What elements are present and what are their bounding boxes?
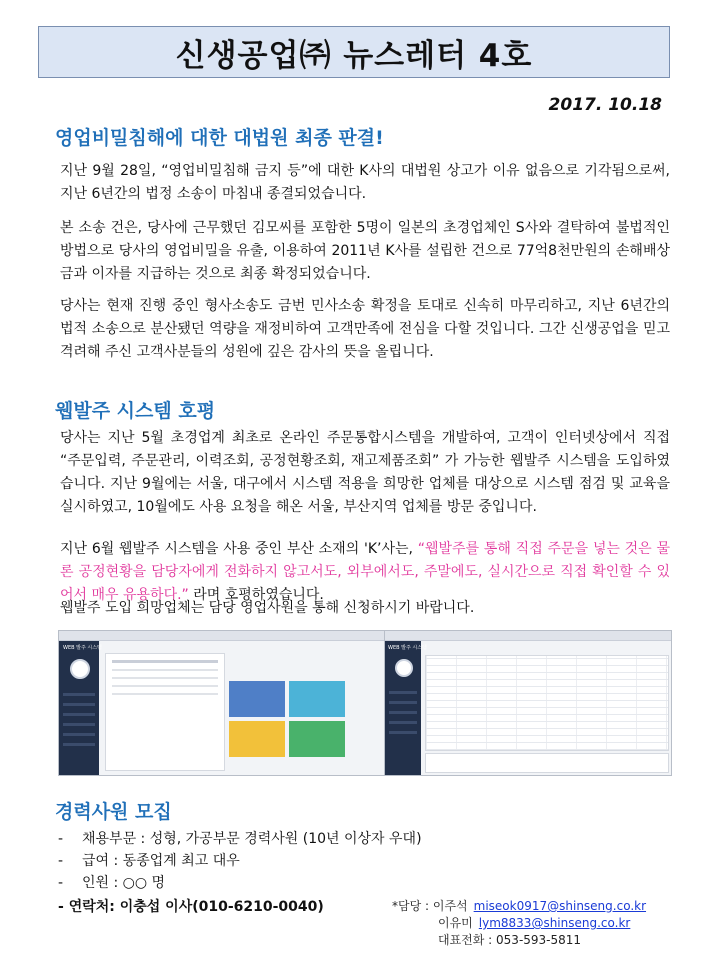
newsletter-title-box xyxy=(38,26,670,78)
section1-paragraph-2: 본 소송 건은, 당사에 근무했던 김모씨를 포함한 5명이 일본의 초경업체인 S사와 결탁하여 불법적인 방법으로 당사의 영업비밀을 유출, 이용하여 2011년 K사를 설립한 건으로 77억8천만원의 손해배상금과 이자를 지급하는 것으로 최종 확정되었습니다. xyxy=(60,220,670,282)
section2-paragraph-3: 웹발주 도입 희망업체는 담당 영업사원을 통해 신청하시기 바랍니다. xyxy=(60,600,475,616)
menu-tile-stock xyxy=(289,721,345,757)
contact-name-2: 이유미 xyxy=(438,916,473,930)
list-item: - 인원 : ○○ 명 xyxy=(58,872,422,894)
screenshot-notice-panel xyxy=(105,653,225,771)
screenshot-order-table xyxy=(425,655,669,751)
screenshot-app-title: WEB 발주 시스템 xyxy=(63,645,102,651)
list-item: - 채용부문 : 성형, 가공부문 경력사원 (10년 이상자 우대) xyxy=(58,828,422,850)
list-item: - 급여 : 동종업계 최고 대우 xyxy=(58,850,422,872)
contact-label: *담당 : 이주석 xyxy=(392,899,468,913)
section3-heading: 경력사원 모집 xyxy=(55,801,172,823)
main-phone: 대표전화 : 053-593-5811 xyxy=(438,933,582,947)
recruit-contact: - 연락처: 이충섭 이사(010-6210-0040) xyxy=(58,896,324,916)
section1-paragraph-1: 지난 9월 28일, “영업비밀침해 금지 등”에 대한 K사의 대법원 상고가 이유 없음으로 기각됨으로써, 지난 6년간의 법정 소송이 마침내 종결되었습니다. xyxy=(60,163,670,202)
section2-paragraph-1: 당사는 지난 5월 초경업계 최초로 온라인 주문통합시스템을 개발하여, 고객이 인터넷상에서 직접 “주문입력, 주문관리, 이력조회, 공정현황조회, 재고제품조회” 가 가능한 웹발주 시스템을 도입하였습니다. 지난 9월에는 서울, 대구에서 시스템 적용을 희망한 업체를 대상으로 시스템 점검 및 교육을 실시하였고, 10월에도 사용 요청을 해온 서울, 부산지역 업체를 방문 중입니다. xyxy=(60,430,670,515)
web-order-screenshot-dashboard xyxy=(58,630,408,776)
issue-date: 2017. 10.18 xyxy=(548,95,662,115)
section2-p2-before: 지난 6월 웹발주 시스템을 사용 중인 부산 소재의 'K’사는, xyxy=(60,541,418,557)
email-link-1[interactable]: miseok0917@shinseng.co.kr xyxy=(473,899,647,913)
section1-heading: 영업비밀침해에 대한 대법원 최종 판결! xyxy=(55,127,384,149)
menu-tile-history xyxy=(289,681,345,717)
screenshot-app-title: WEB 발주 시스템 xyxy=(388,645,427,651)
avatar xyxy=(395,659,413,677)
web-order-screenshot-table xyxy=(384,630,672,776)
menu-tile-order xyxy=(229,681,285,717)
email-link-2[interactable]: lym8833@shinseng.co.kr xyxy=(478,916,631,930)
section2-heading: 웹발주 시스템 호평 xyxy=(55,400,216,422)
menu-tile-process xyxy=(229,721,285,757)
screenshot-sidebar xyxy=(385,641,427,775)
screenshot-sidebar xyxy=(59,641,102,775)
contact-info xyxy=(392,898,646,949)
section1-paragraph-3: 당사는 현재 진행 중인 형사소송도 금번 민사소송 확정을 토대로 신속히 마무리하고, 지난 6년간의 법적 소송으로 분산됐던 역량을 재정비하여 고객만족에 전심을 다할 것입니다. 그간 신생공업을 믿고 격려해 주신 고객사분들의 성원에 깊은 감사의 뜻을 올립니다. xyxy=(60,298,670,360)
screenshot-detail-panel xyxy=(425,753,669,773)
newsletter-title: 신생공업㈜ 뉴스레터 4호 xyxy=(175,37,533,74)
section2-p2-after: 라며 호평하였습니다. xyxy=(188,587,324,603)
recruit-list xyxy=(58,828,422,894)
avatar xyxy=(70,659,90,679)
customer-quote: “웹발주를 통해 직접 주문을 넣는 것은 물론 공정현황을 담당자에게 전화하지 않고서도, 외부에서도, 주말에도, 실시간으로 직접 확인할 수 있어서 매우 유용하다.” xyxy=(60,541,670,603)
